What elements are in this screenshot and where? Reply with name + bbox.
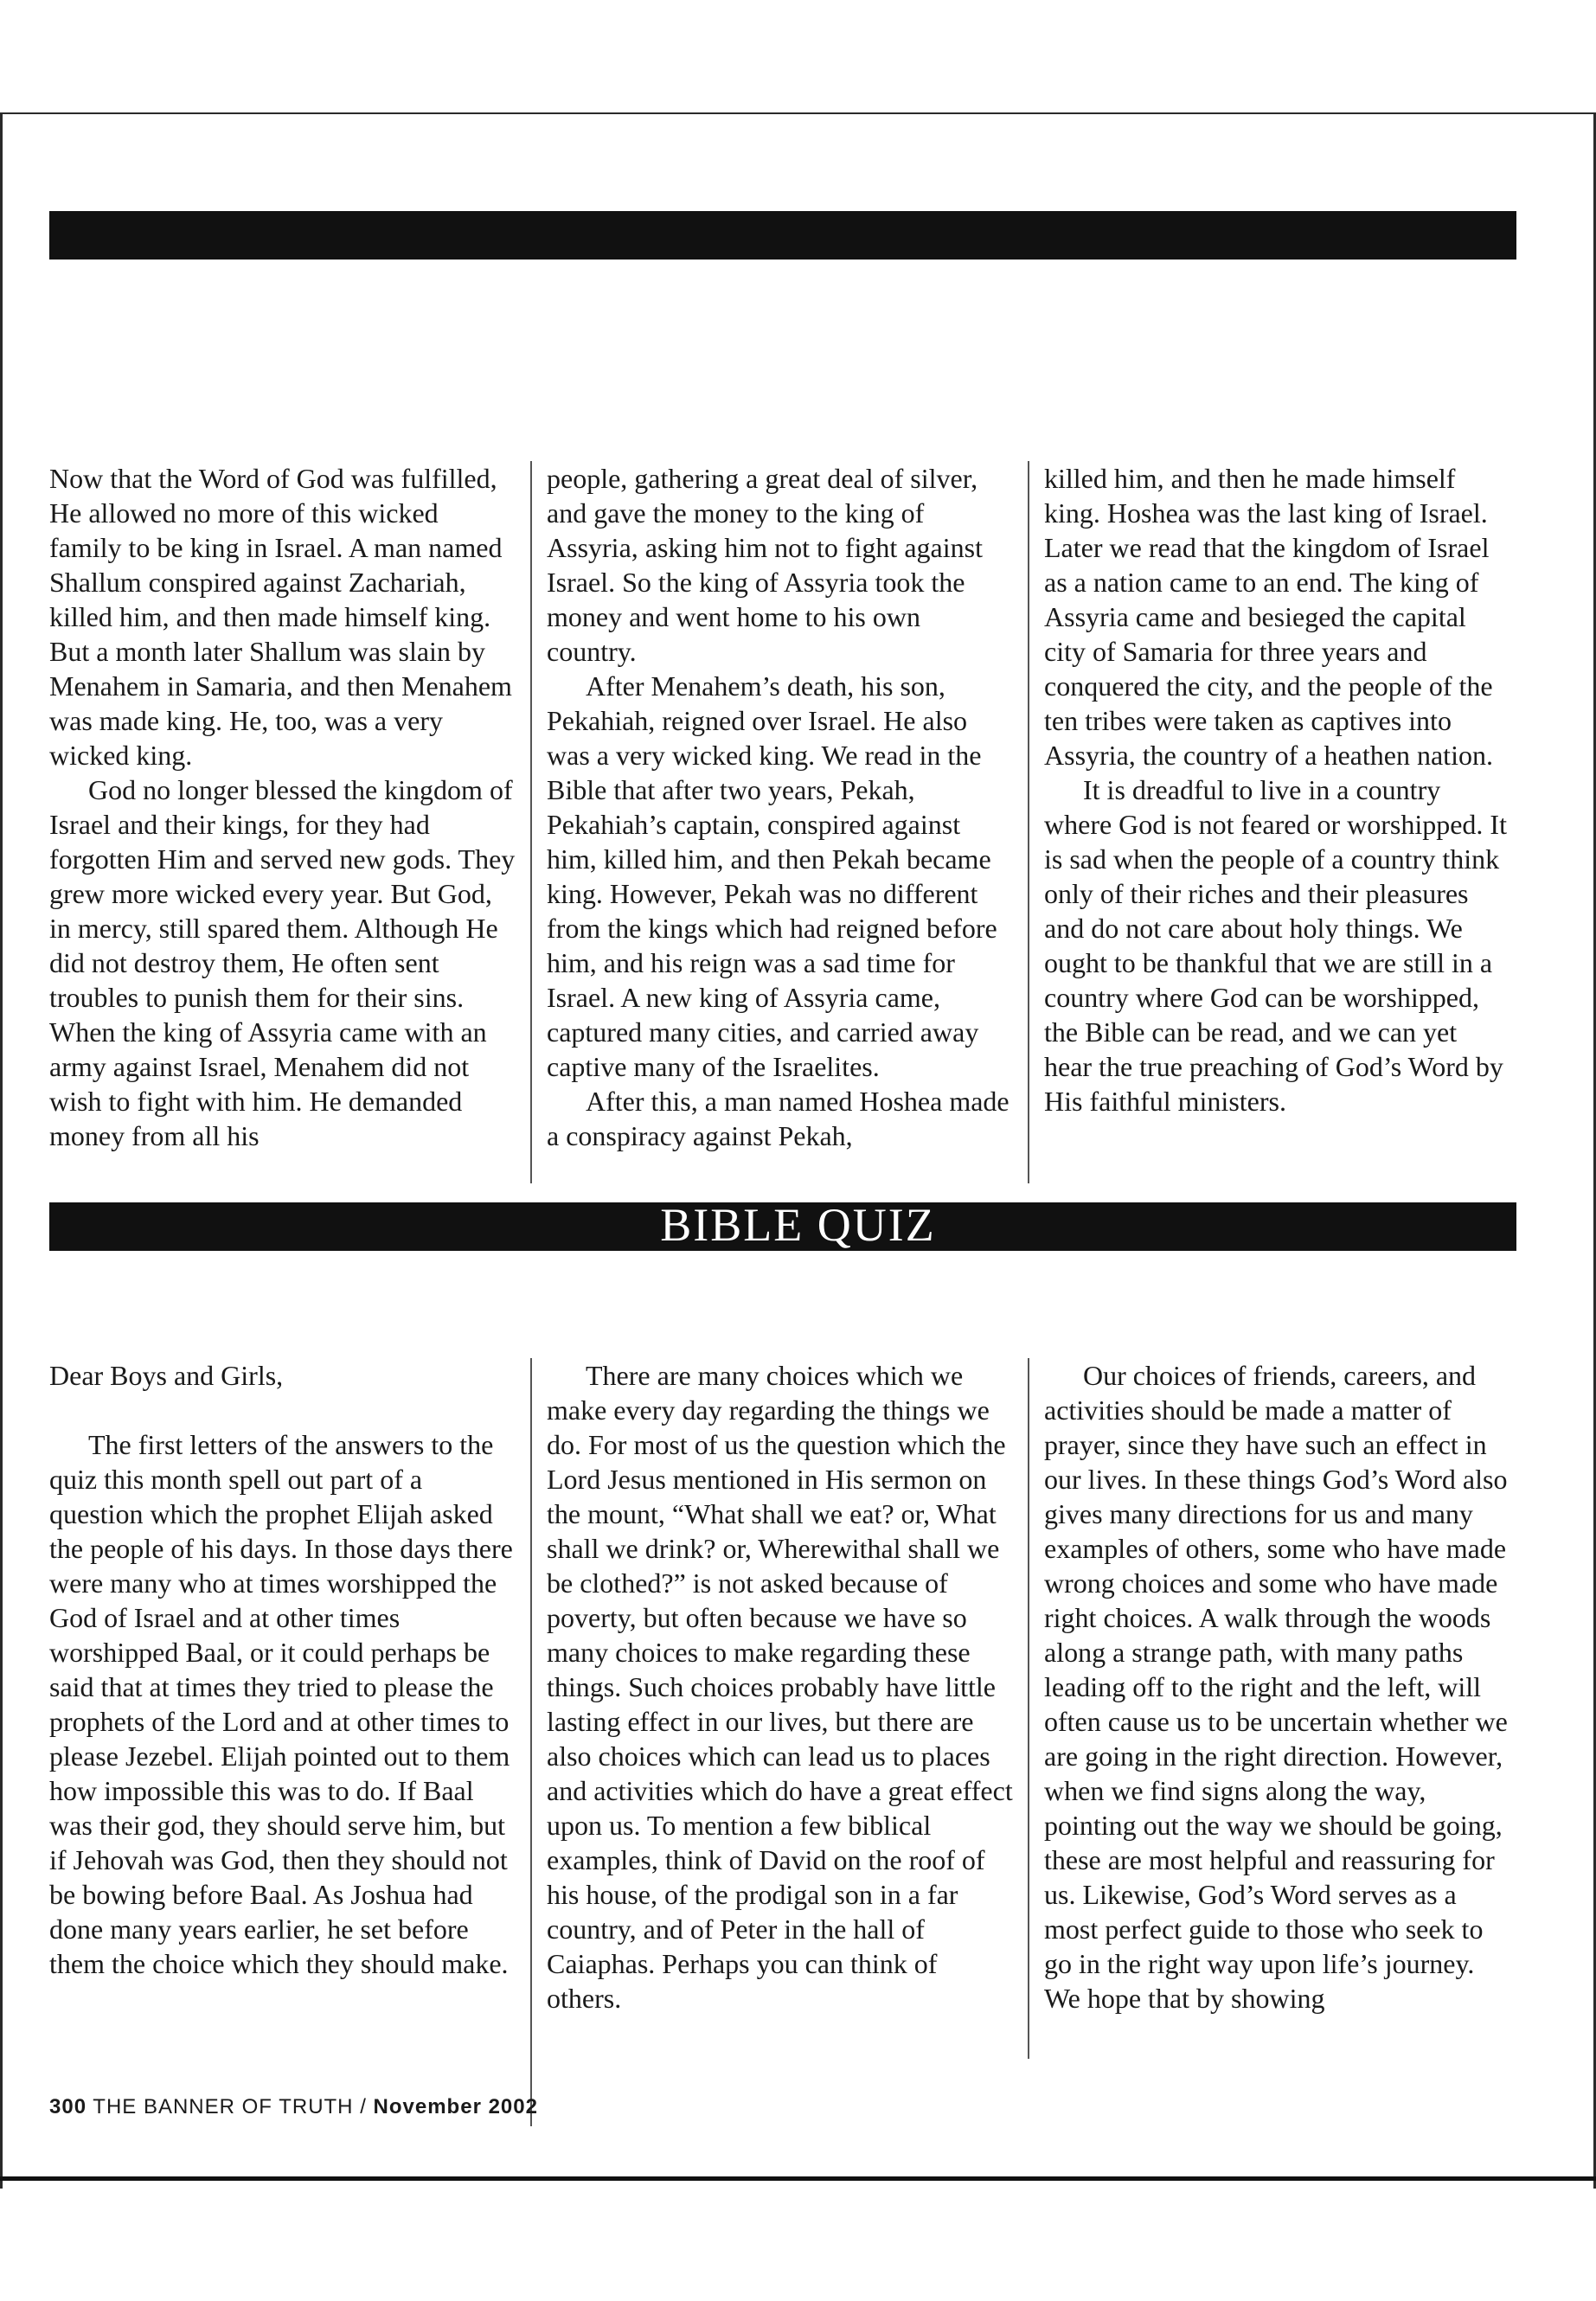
article-paragraph: Now that the Word of God was fulfilled, He allowed no more of this wicked family to be king in Israel. A man named Shallum conspired against Zachariah, killed him, and then made himself king. But a month later Shallum was slain by Menahem in Samaria, and then Menahem was made king. He, too, was a very wicked king. xyxy=(49,463,512,771)
column-divider xyxy=(530,1358,532,2126)
article-column-3 xyxy=(1044,461,1511,1118)
article-paragraph: people, gathering a great deal of silver, and gave the money to the king of Assyria, asking him not to fight against Israel. So the king of Assyria took the money and went home to his own country. xyxy=(547,463,983,667)
footer-separator: / xyxy=(360,2095,367,2118)
publication-name: THE BANNER OF TRUTH xyxy=(93,2095,354,2118)
article-paragraph: God no longer blessed the kingdom of Israel and their kings, for they had forgotten Him and served new gods. They grew more wicked every year. But God, in mercy, still spared them. Although He did not destroy them, He often sent troubles to punish them for their sins. When the king of Assyria came with an army against Israel, Menahem did not wish to fight with him. He demanded money from all his xyxy=(49,774,516,1151)
quiz-paragraph: The first letters of the answers to the quiz this month spell out part of a question which the prophet Elijah asked the people of his days. In those days there were many who at times worshipped the God of Israel and at other times worshipped Baal, or it could perhaps be said that at times they tried to please the prophets of the Lord and at other times to please Jezebel. Elijah pointed out to them how impossible this was to do. If Baal was their god, they should serve him, but if Jehovah was God, then they should not be bowing before Baal. As Joshua had done many years earlier, he set before them the choice which they should make. xyxy=(49,1429,513,1979)
column-divider xyxy=(1028,461,1029,1183)
article-paragraph: After Menahem’s death, his son, Pekahiah, reigned over Israel. He also was a very wicked king. We read in the Bible that after two years, Pekah, Pekahiah’s captain, conspired against him, killed him, and then Pekah became king. However, Pekah was no different from the kings which had reigned before him, and his reign was a sad time for Israel. A new king of Assyria came, captured many cities, and carried away captive many of the Israelites. xyxy=(547,670,997,1082)
article-column-2 xyxy=(547,461,1014,1153)
column-divider xyxy=(530,461,532,1183)
column-divider xyxy=(1028,1358,1029,2059)
top-rule xyxy=(0,112,1596,114)
salutation: Dear Boys and Girls, xyxy=(49,1360,284,1391)
quiz-column-1 xyxy=(49,1358,516,1981)
quiz-paragraph: Our choices of friends, careers, and activities should be made a matter of prayer, since they have such an effect in our lives. In these things God’s Word also gives many directions for us and many examples of others, some who have made wrong choices and some who have made right choices. A walk through the woods along a strange path, with many paths leading off to the right and the left, will often cause us to be uncertain whether we are going in the right direction. However, when we find signs along the way, pointing out the way we should be going, these are most helpful and reassuring for us. Likewise, God’s Word serves as a most perfect guide to those who seek to go in the right way upon life’s journey. We hope that by showing xyxy=(1044,1360,1508,2014)
page-footer xyxy=(49,2095,538,2119)
page-left-edge xyxy=(0,112,3,2189)
article-paragraph: After this, a man named Hoshea made a conspiracy against Pekah, xyxy=(547,1086,1010,1151)
bottom-rule xyxy=(0,2176,1596,2181)
issue-date: November 2002 xyxy=(373,2095,538,2118)
article-paragraph: It is dreadful to live in a country where God is not feared or worshipped. It is sad when the people of a country think only of their riches and their pleasures and do not care about holy things. We ought to be thankful that we are still in a country where God can be worshipped, the Bible can be read, and we can yet hear the true preaching of God’s Word by His faithful ministers. xyxy=(1044,774,1507,1117)
quiz-title: BIBLE QUIZ xyxy=(660,1199,936,1251)
article-paragraph: killed him, and then he made himself king. Hoshea was the last king of Israel. Later we read that the kingdom of Israel as a nation came to an end. The king of Assyria came and besieged the capital city of Samaria for three years and conquered the city, and the people of the ten tribes were taken as captives into Assyria, the country of a heathen nation. xyxy=(1044,463,1493,771)
quiz-column-2 xyxy=(547,1358,1014,2016)
page-number: 300 xyxy=(49,2095,87,2118)
article-column-1 xyxy=(49,461,516,1153)
quiz-column-3 xyxy=(1044,1358,1511,2016)
header-band xyxy=(49,211,1516,260)
quiz-paragraph: There are many choices which we make every day regarding the things we do. For most of us the question which the Lord Jesus mentioned in His sermon on the mount, “What shall we eat? or, What shall we drink? or, Wherewithal shall we be clothed?” is not asked because of poverty, but often because we have so many choices to make regarding these things. Such choices probably have little lasting effect in our lives, but there are also choices which can lead us to places and activities which do have a great effect upon us. To mention a few biblical examples, think of David on the roof of his house, of the prodigal son in a far country, and of Peter in the hall of Caiaphas. Perhaps you can think of others. xyxy=(547,1360,1013,2014)
